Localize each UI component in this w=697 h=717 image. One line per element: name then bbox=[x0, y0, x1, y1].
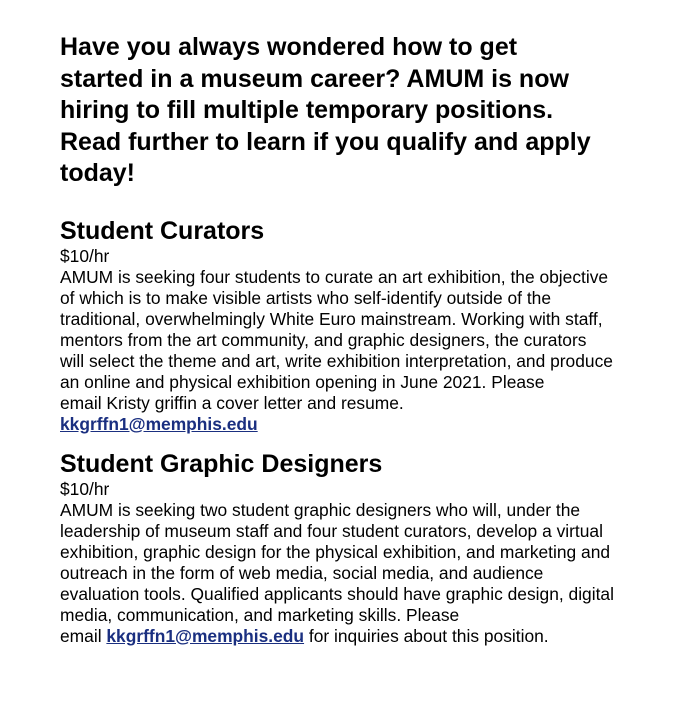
body-line: AMUM is seeking four students to curate an art exhibition, the objective bbox=[60, 266, 609, 287]
body-line: traditional, overwhelmingly White Euro mainstream. Working with staff, bbox=[60, 308, 603, 329]
section-title: Student Curators bbox=[60, 216, 265, 245]
body-line: of which is to make visible artists who self-identify outside of the bbox=[60, 287, 552, 308]
job-posting bbox=[60, 32, 680, 647]
body-line: leadership of museum staff and four student curators, develop a virtual bbox=[60, 520, 603, 541]
body-line: exhibition, graphic design for the physical exhibition, and marketing and bbox=[60, 541, 611, 562]
intro-line: Have you always wondered how to get bbox=[60, 33, 518, 61]
section-student-curators bbox=[60, 216, 680, 435]
body-line: AMUM is seeking two student graphic designers who will, under the bbox=[60, 499, 581, 520]
body-line: mentors from the art community, and graphic designers, the curators bbox=[60, 329, 587, 350]
body-line: outreach in the form of web media, social media, and audience bbox=[60, 562, 544, 583]
section-body bbox=[60, 479, 680, 647]
section-body bbox=[60, 246, 680, 435]
intro-heading bbox=[60, 32, 680, 190]
intro-line: hiring to fill multiple temporary positions. bbox=[60, 96, 554, 124]
section-student-graphic-designers bbox=[60, 449, 680, 647]
body-line: email Kristy griffin a cover letter and resume. bbox=[60, 392, 404, 413]
intro-line: today! bbox=[60, 159, 135, 187]
body-text: email bbox=[60, 625, 107, 646]
email-link[interactable]: kkgrffn1@memphis.edu bbox=[106, 625, 305, 646]
body-text: for inquiries about this position. bbox=[304, 625, 549, 646]
body-line: media, communication, and marketing skills. Please bbox=[60, 604, 460, 625]
intro-line: started in a museum career? AMUM is now bbox=[60, 64, 569, 93]
email-link[interactable]: kkgrffn1@memphis.edu bbox=[60, 413, 258, 434]
pay-rate: $10/hr bbox=[60, 245, 110, 266]
section-title: Student Graphic Designers bbox=[60, 449, 383, 478]
body-line: an online and physical exhibition opening in June 2021. Please bbox=[60, 371, 545, 392]
intro-line: Read further to learn if you qualify and apply bbox=[60, 127, 591, 156]
pay-rate: $10/hr bbox=[60, 478, 110, 499]
body-line: evaluation tools. Qualified applicants should have graphic design, digital bbox=[60, 583, 614, 604]
body-line: will select the theme and art, write exhibition interpretation, and produce bbox=[60, 350, 613, 371]
